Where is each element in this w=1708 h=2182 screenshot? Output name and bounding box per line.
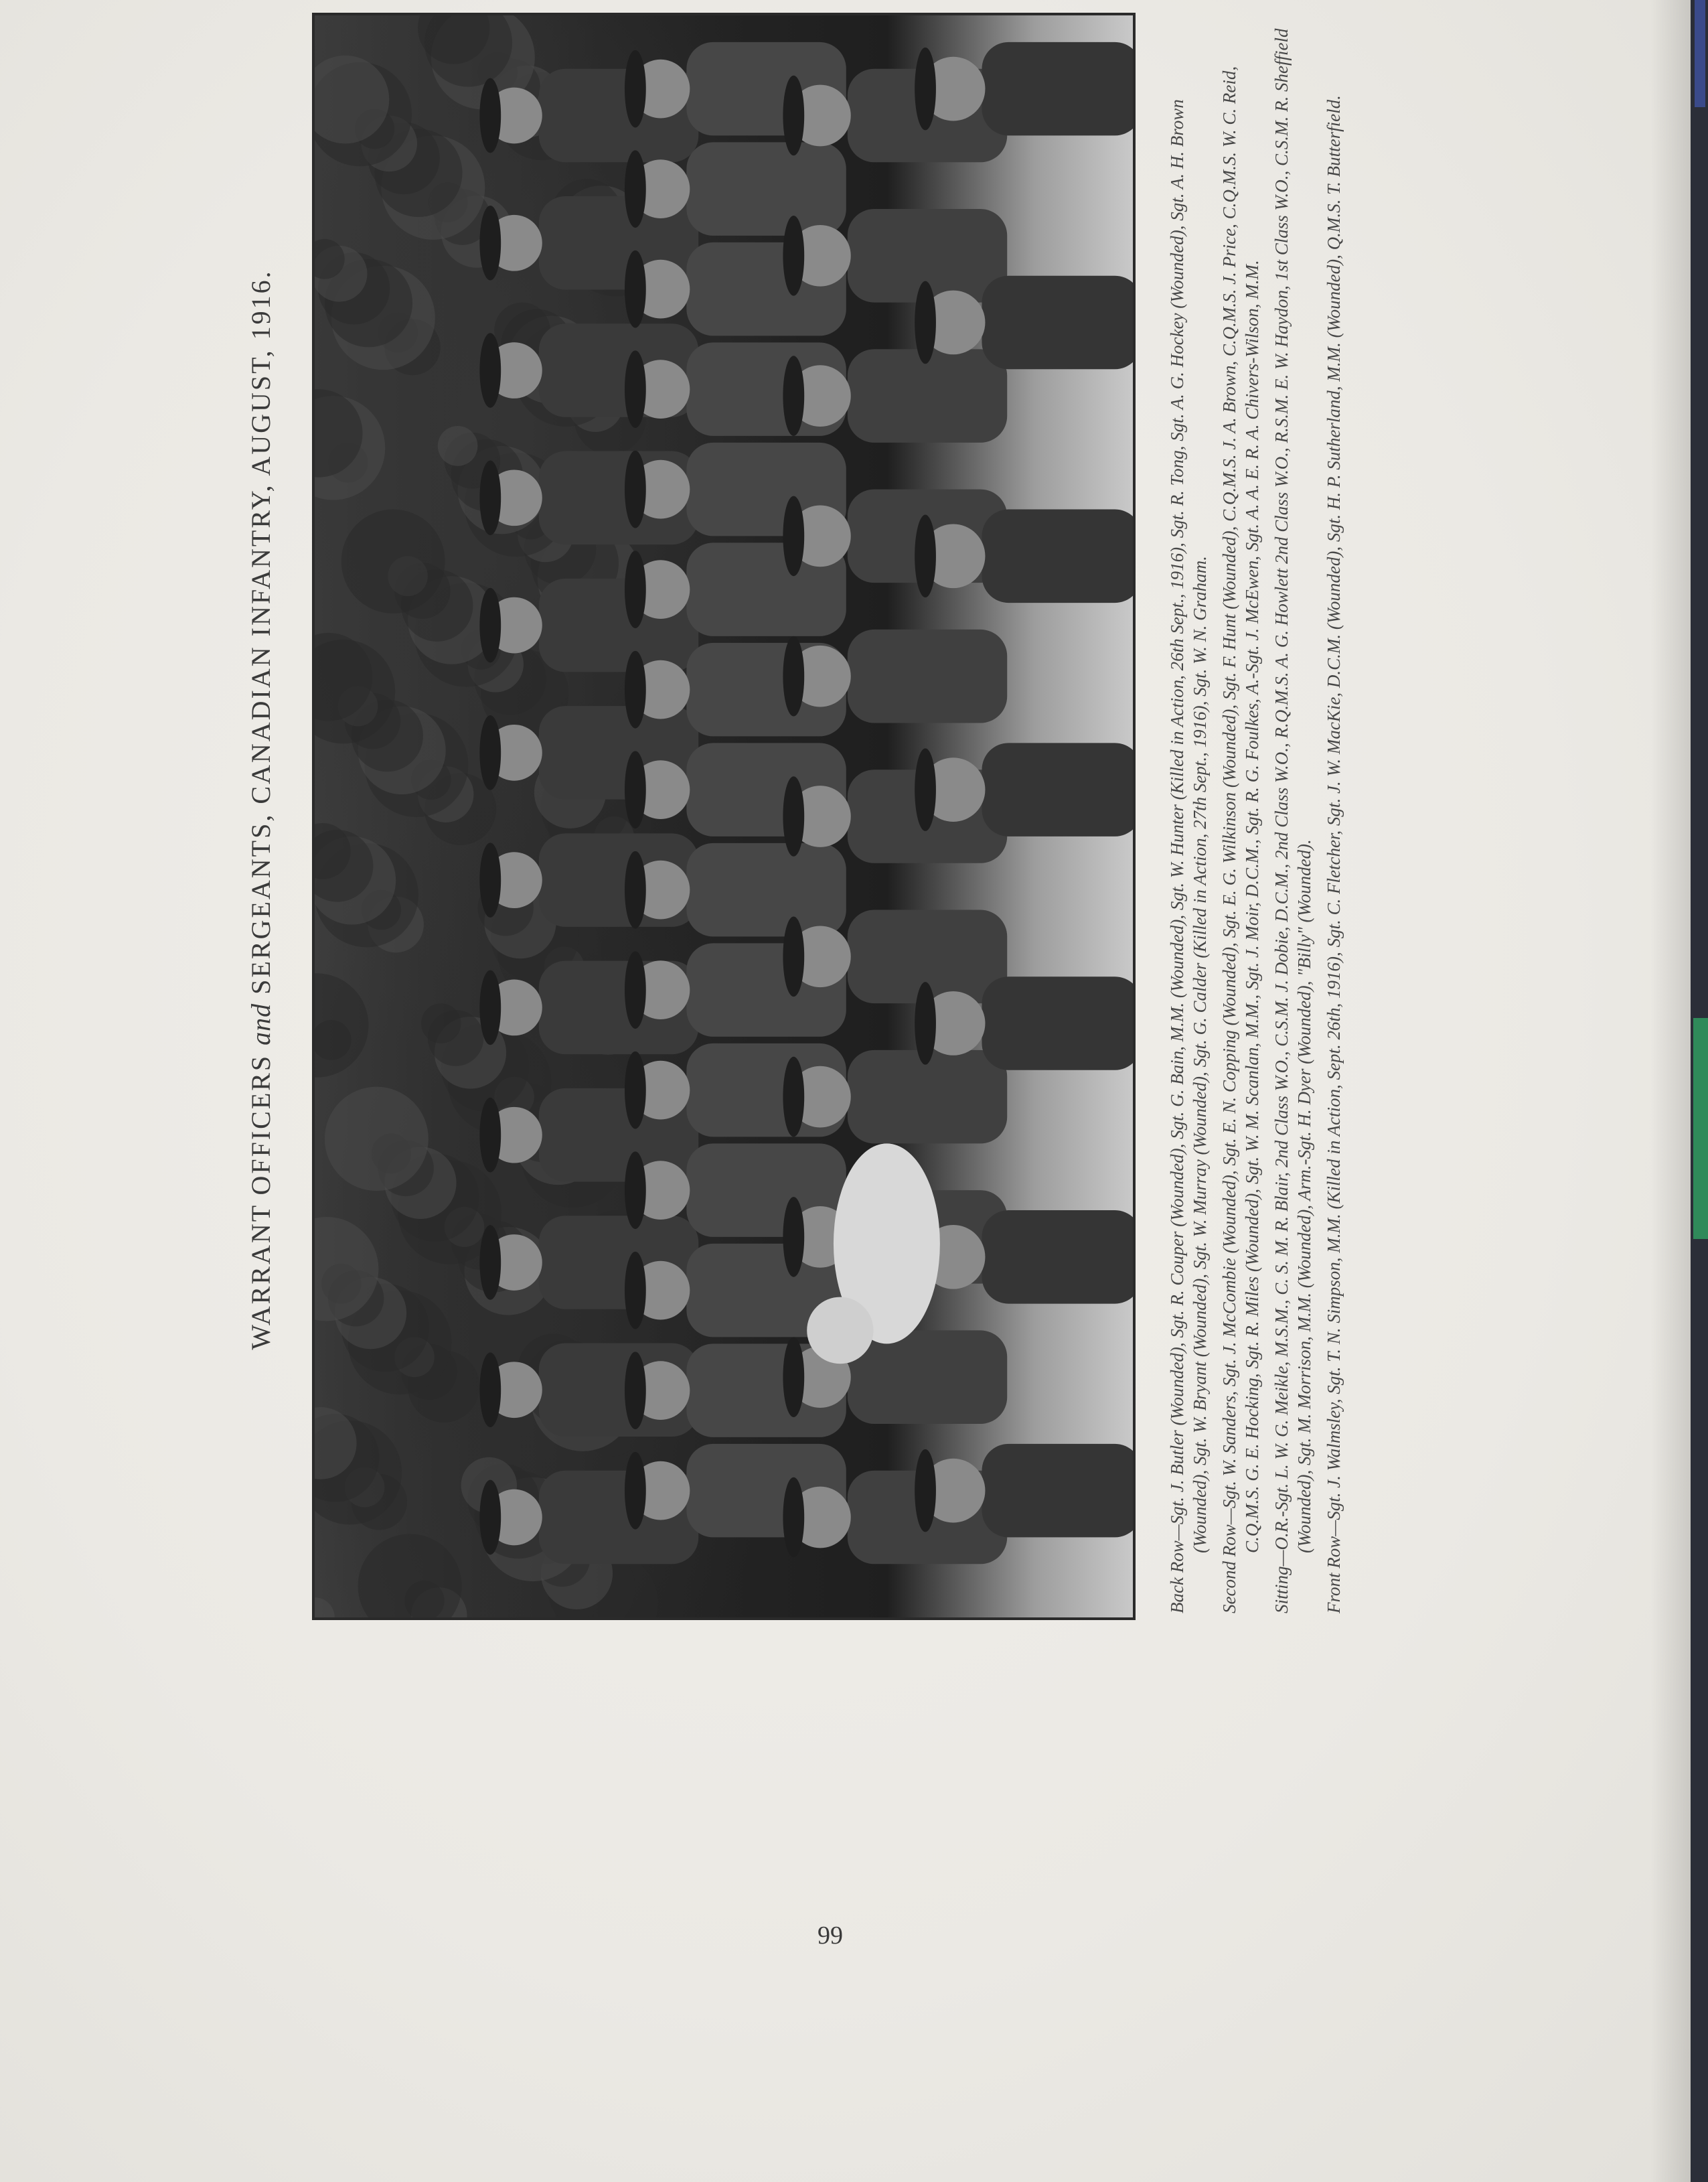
title-part2: SERGEANTS, CANADIAN INFANTRY, AUGUST, 1916. [245,269,276,995]
soldier-body [847,630,1006,723]
rotated-content [245,0,1464,1620]
foliage-blob [437,426,477,466]
soldier-body [847,1330,1006,1424]
soldier-body [982,276,1133,370]
soldier-cap [479,1352,501,1427]
soldier-cap [479,715,501,790]
foliage-blob [341,510,445,613]
soldier-body [982,1210,1133,1304]
soldier-body [982,976,1133,1070]
page-title [245,0,285,1620]
foliage-blob [358,1534,461,1617]
binding-shadow [1650,0,1691,2182]
group-photograph [312,13,1136,1620]
soldier-body [982,42,1133,136]
soldier-body [982,743,1133,837]
foliage-blob [315,973,368,1077]
title-part1: WARRANT OFFICERS [245,1053,276,1350]
foliage-blob [324,1087,428,1191]
soldier-body [982,1444,1133,1538]
foliage-blob [420,1003,461,1043]
caption-front-row: Front Row—Sgt. J. Walmsley, Sgt. T. N. Simpson, M.M. (Killed in Action, Sept. 26th, 1916), Sgt. C. Fletcher, Sgt. J. W. MacKie, D.C.M. (Wounded), Sgt. H. P. Sutherland, M.M. (Wounded), Q.M.S. T. Butterfield. [1323,95,1344,1613]
soldier-cap [479,333,501,408]
caption-sitting-row: Sitting—O.R.-Sgt. L. W. G. Meikle, M.S.M., C. S. M. R. Blair, 2nd Class W.O., C.S.M. J. Dobie, D.C.M., 2nd Class W.O., R.Q.M.S. A. G. Howlett 2nd Class W.O., R.S.M. E. W. Haydon, 1st Class W.O., C.S.M. R. Sheffield (Wounded), Sgt. M. Morrison, M.M. (Wounded), Arm.-Sgt. H. Dyer (Wounded), "Billy" (Wounded). [1271,28,1314,1613]
soldier-body [982,510,1133,603]
caption-back-row: Back Row—Sgt. J. Butler (Wounded), Sgt. R. Couper (Wounded), Sgt. G. Bain, M.M. (Wounded), Sgt. W. Hunter (Killed in Action, 26th Sept., 1916), Sgt. R. Tong, Sgt. A. G. Hockey (Wounded), Sgt. A. H. Brown (Wounded), Sgt. W. Bryant (Wounded), Sgt. W. Murray (Wounded), Sgt. G. Calder (Killed in Action, 27th Sept., 1916), Sgt. W. N. Graham. [1166,99,1210,1613]
goat-head [807,1297,873,1364]
soldier-body [686,843,846,937]
page-number: 99 [818,1921,843,1950]
caption-second-row: Second Row—Sgt. W. Sanders, Sgt. J. McCombie (Wounded), Sgt. E. N. Copping (Wounded), Sgt. E. G. Wilkinson (Wounded), Sgt. F. Hunt (Wounded), C.Q.M.S. J. A. Brown, C.Q.M.S. J. Price, C.Q.M.S. W. C. Reid, C.Q.M.S. G. E. Hocking, Sgt. R. Miles (Wounded), Sgt. W. M. Scanlan, M.M., Sgt. J. Moir, D.C.M., Sgt. R. G. Foulkes, A.-Sgt. J. McEwen, Sgt. A. A. E. R. A. Chivers-Wilson, M.M. [1219,66,1262,1613]
photo-caption [1166,13,1352,1613]
photograph-figures [315,15,1133,1617]
soldier-body [686,142,846,236]
title-and: and [245,1003,276,1045]
foliage-blob [315,1597,335,1617]
book-spine-green-tab [1693,1018,1708,1239]
book-spine-blue-band [1695,0,1705,107]
